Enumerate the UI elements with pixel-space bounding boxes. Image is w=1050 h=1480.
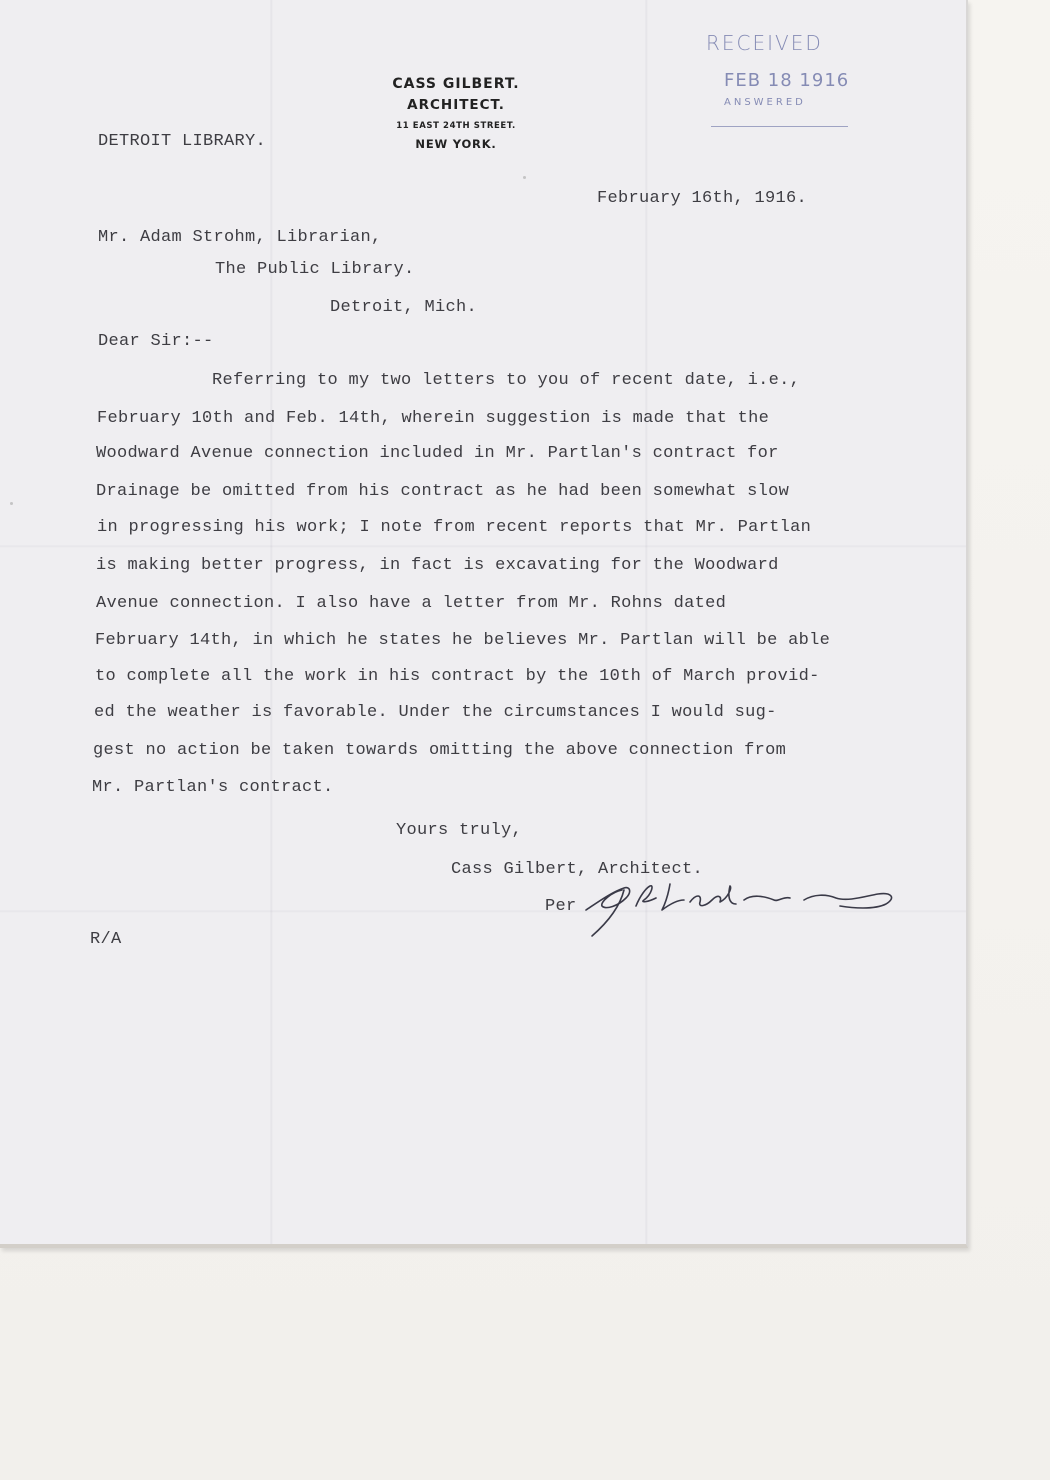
body-line: in progressing his work; I note from recent reports that Mr. Partlan [97,518,812,537]
paper-speck [10,502,13,505]
body-line: to complete all the work in his contract by the 10th of March provid- [95,667,820,686]
handwritten-signature [578,866,908,944]
body-line: Mr. Partlan's contract. [92,778,334,797]
recipient-organization: The Public Library. [215,260,415,279]
body-line: Drainage be omitted from his contract as he had been somewhat slow [96,482,790,501]
letterhead-city: NEW YORK. [415,137,497,151]
body-line: Woodward Avenue connection included in Mr. Partlan's contract for [96,444,779,463]
stamp-divider [711,126,848,127]
typist-initials: R/A [90,930,122,949]
per-label: Per [545,897,577,916]
stamp-received: RECEIVED [706,31,823,55]
body-line: February 10th and Feb. 14th, wherein suggestion is made that the [97,409,770,428]
closing: Yours truly, [396,821,523,840]
body-line: ed the weather is favorable. Under the circumstances I would sug- [94,703,777,722]
letter-date: February 16th, 1916. [597,189,808,208]
body-line: February 14th, in which he states he believes Mr. Partlan will be able [95,631,831,650]
body-line: is making better progress, in fact is excavating for the Woodward [96,556,779,575]
salutation: Dear Sir:-- [98,332,214,351]
letterhead-title: ARCHITECT. [407,97,505,113]
body-line: gest no action be taken towards omitting the above connection from [93,741,787,760]
file-reference: DETROIT LIBRARY. [98,132,267,151]
stamp-date: FEB 18 1916 [724,70,850,91]
signature-block: Cass Gilbert, Architect. [451,860,704,879]
body-line: Referring to my two letters to you of recent date, i.e., [212,371,801,390]
recipient-city: Detroit, Mich. [330,298,478,317]
recipient-name: Mr. Adam Strohm, Librarian, [98,228,382,247]
paper-speck [523,176,526,179]
letterhead-address: 11 EAST 24TH STREET. [396,121,516,131]
body-line: Avenue connection. I also have a letter from Mr. Rohns dated [96,594,727,613]
stamp-answered: ANSWERED [724,97,806,108]
letterhead-name: CASS GILBERT. [392,76,520,92]
